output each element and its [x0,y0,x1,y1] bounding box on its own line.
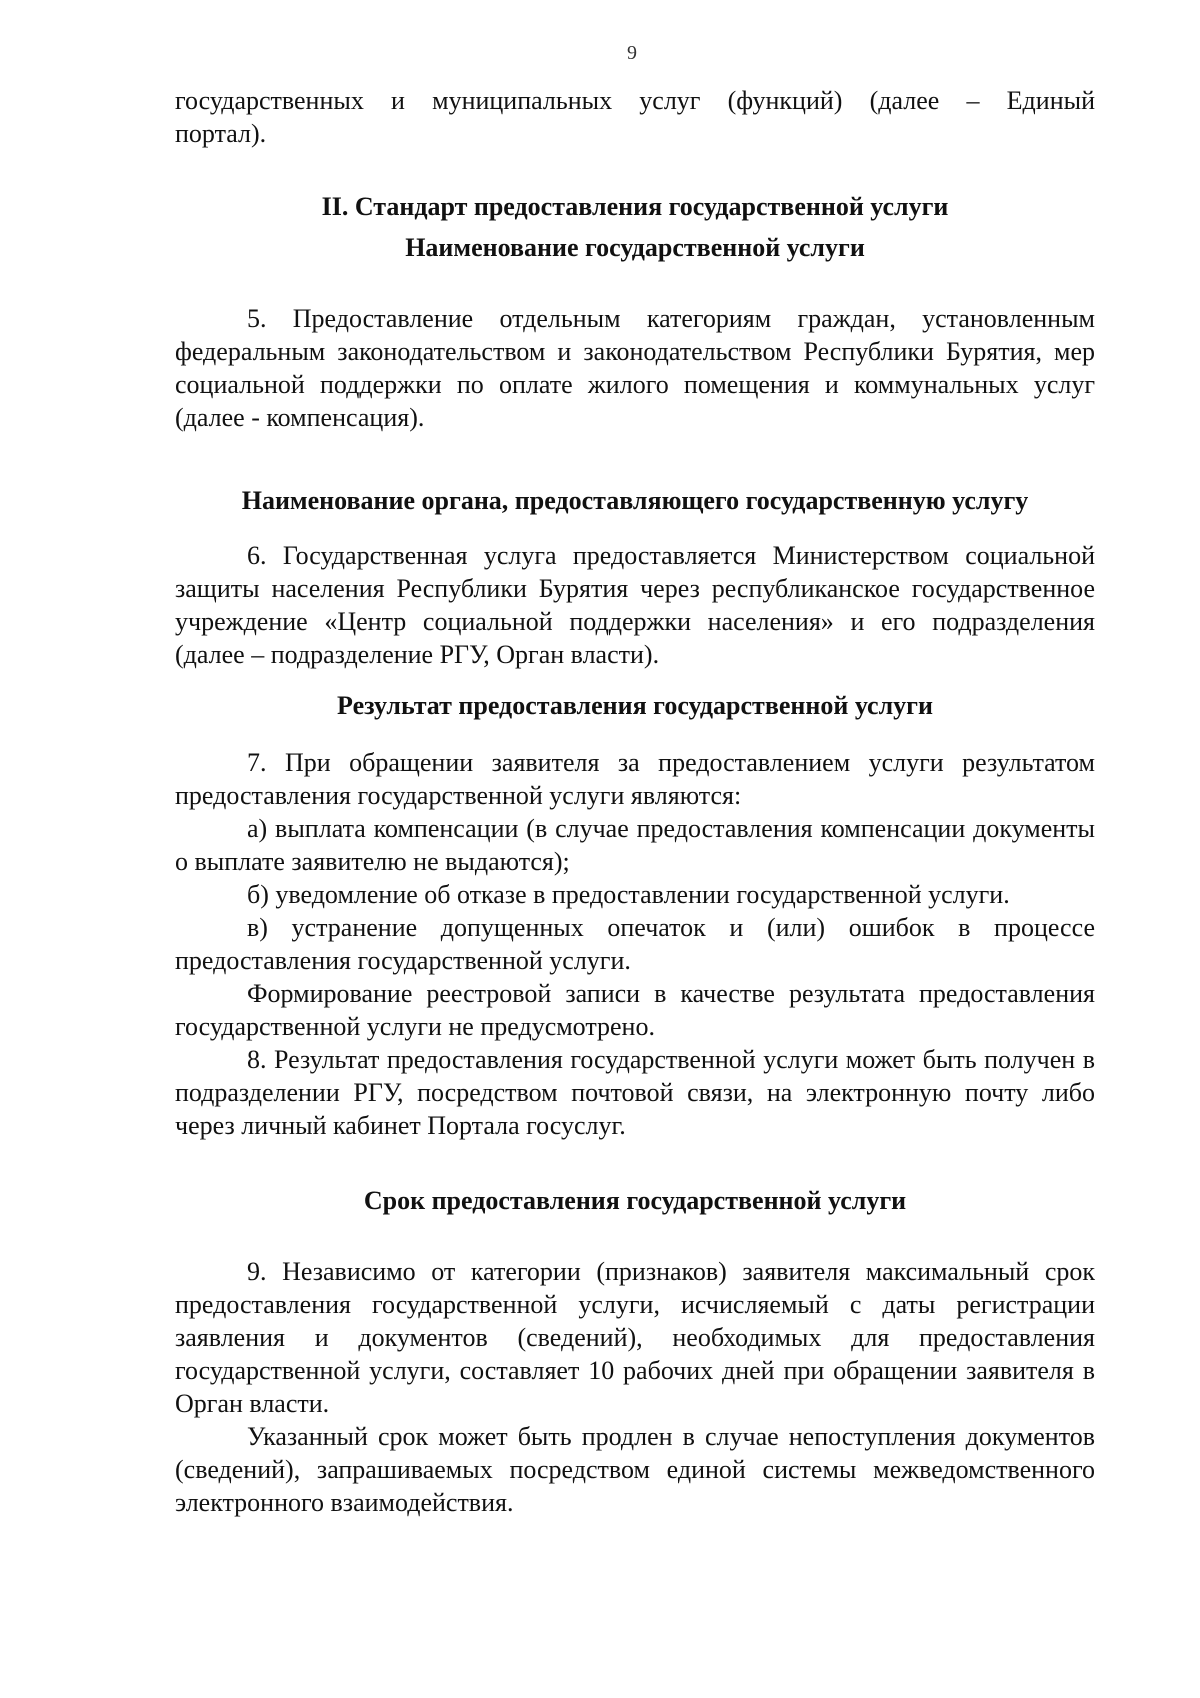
paragraph-6: 6. Государственная услуга предоставляется Министерством социальной защиты населения Республики Бурятия через республиканское государственное учреждение «Центр социальной поддержки населения» и его подразделения (далее – подразделение РГУ, Орган власти). [175,541,1095,669]
intro-line-2: портал). [175,119,267,148]
paragraph-registry: Формирование реестровой записи в качестве результата предоставления государственной услуги не предусмотрено. [175,979,1095,1041]
paragraph-7c: в) устранение допущенных опечаток и (или) ошибок в процессе предоставления государственной услуги. [175,913,1095,975]
intro-line-1: государственных и муниципальных услуг (функций) (далее – Единый [175,86,1095,115]
page-number: 9 [627,42,637,64]
paragraph-9: 9. Независимо от категории (признаков) заявителя максимальный срок предоставления государственной услуги, исчисляемый с даты регистрации заявления и документов (сведений), необходимых для предоставления государственной услуги, составляет 10 рабочих дней при обращении заявителя в Орган власти. [175,1257,1095,1418]
subheading-term: Срок предоставления государственной услуги [363,1186,907,1215]
document-body [175,84,1095,1519]
section-heading: II. Стандарт предоставления государственной услуги [321,192,949,221]
paragraph-8: 8. Результат предоставления государственной услуги может быть получен в подразделении РГУ, посредством почтовой связи, на электронную почту либо через личный кабинет Портала госуслуг. [175,1045,1095,1140]
subheading-authority: Наименование органа, предоставляющего государственную услугу [241,486,1029,515]
paragraph-5: 5. Предоставление отдельным категориям граждан, установленным федеральным законодательством и законодательством Республики Бурятия, мер социальной поддержки по оплате жилого помещения и коммунальных услуг (далее - компенсация). [175,304,1095,432]
paragraph-extension: Указанный срок может быть продлен в случае непоступления документов (сведений), запрашиваемых посредством единой системы межведомственного электронного взаимодействия. [175,1422,1095,1517]
subheading-service-name: Наименование государственной услуги [405,233,865,262]
paragraph-7: 7. При обращении заявителя за предоставлением услуги результатом предоставления государственной услуги являются: [175,748,1095,810]
paragraph-7b: б) уведомление об отказе в предоставлении государственной услуги. [247,880,1010,909]
subheading-result: Результат предоставления государственной услуги [337,691,933,720]
paragraph-7a: а) выплата компенсации (в случае предоставления компенсации документы о выплате заявителю не выдаются); [175,814,1095,876]
